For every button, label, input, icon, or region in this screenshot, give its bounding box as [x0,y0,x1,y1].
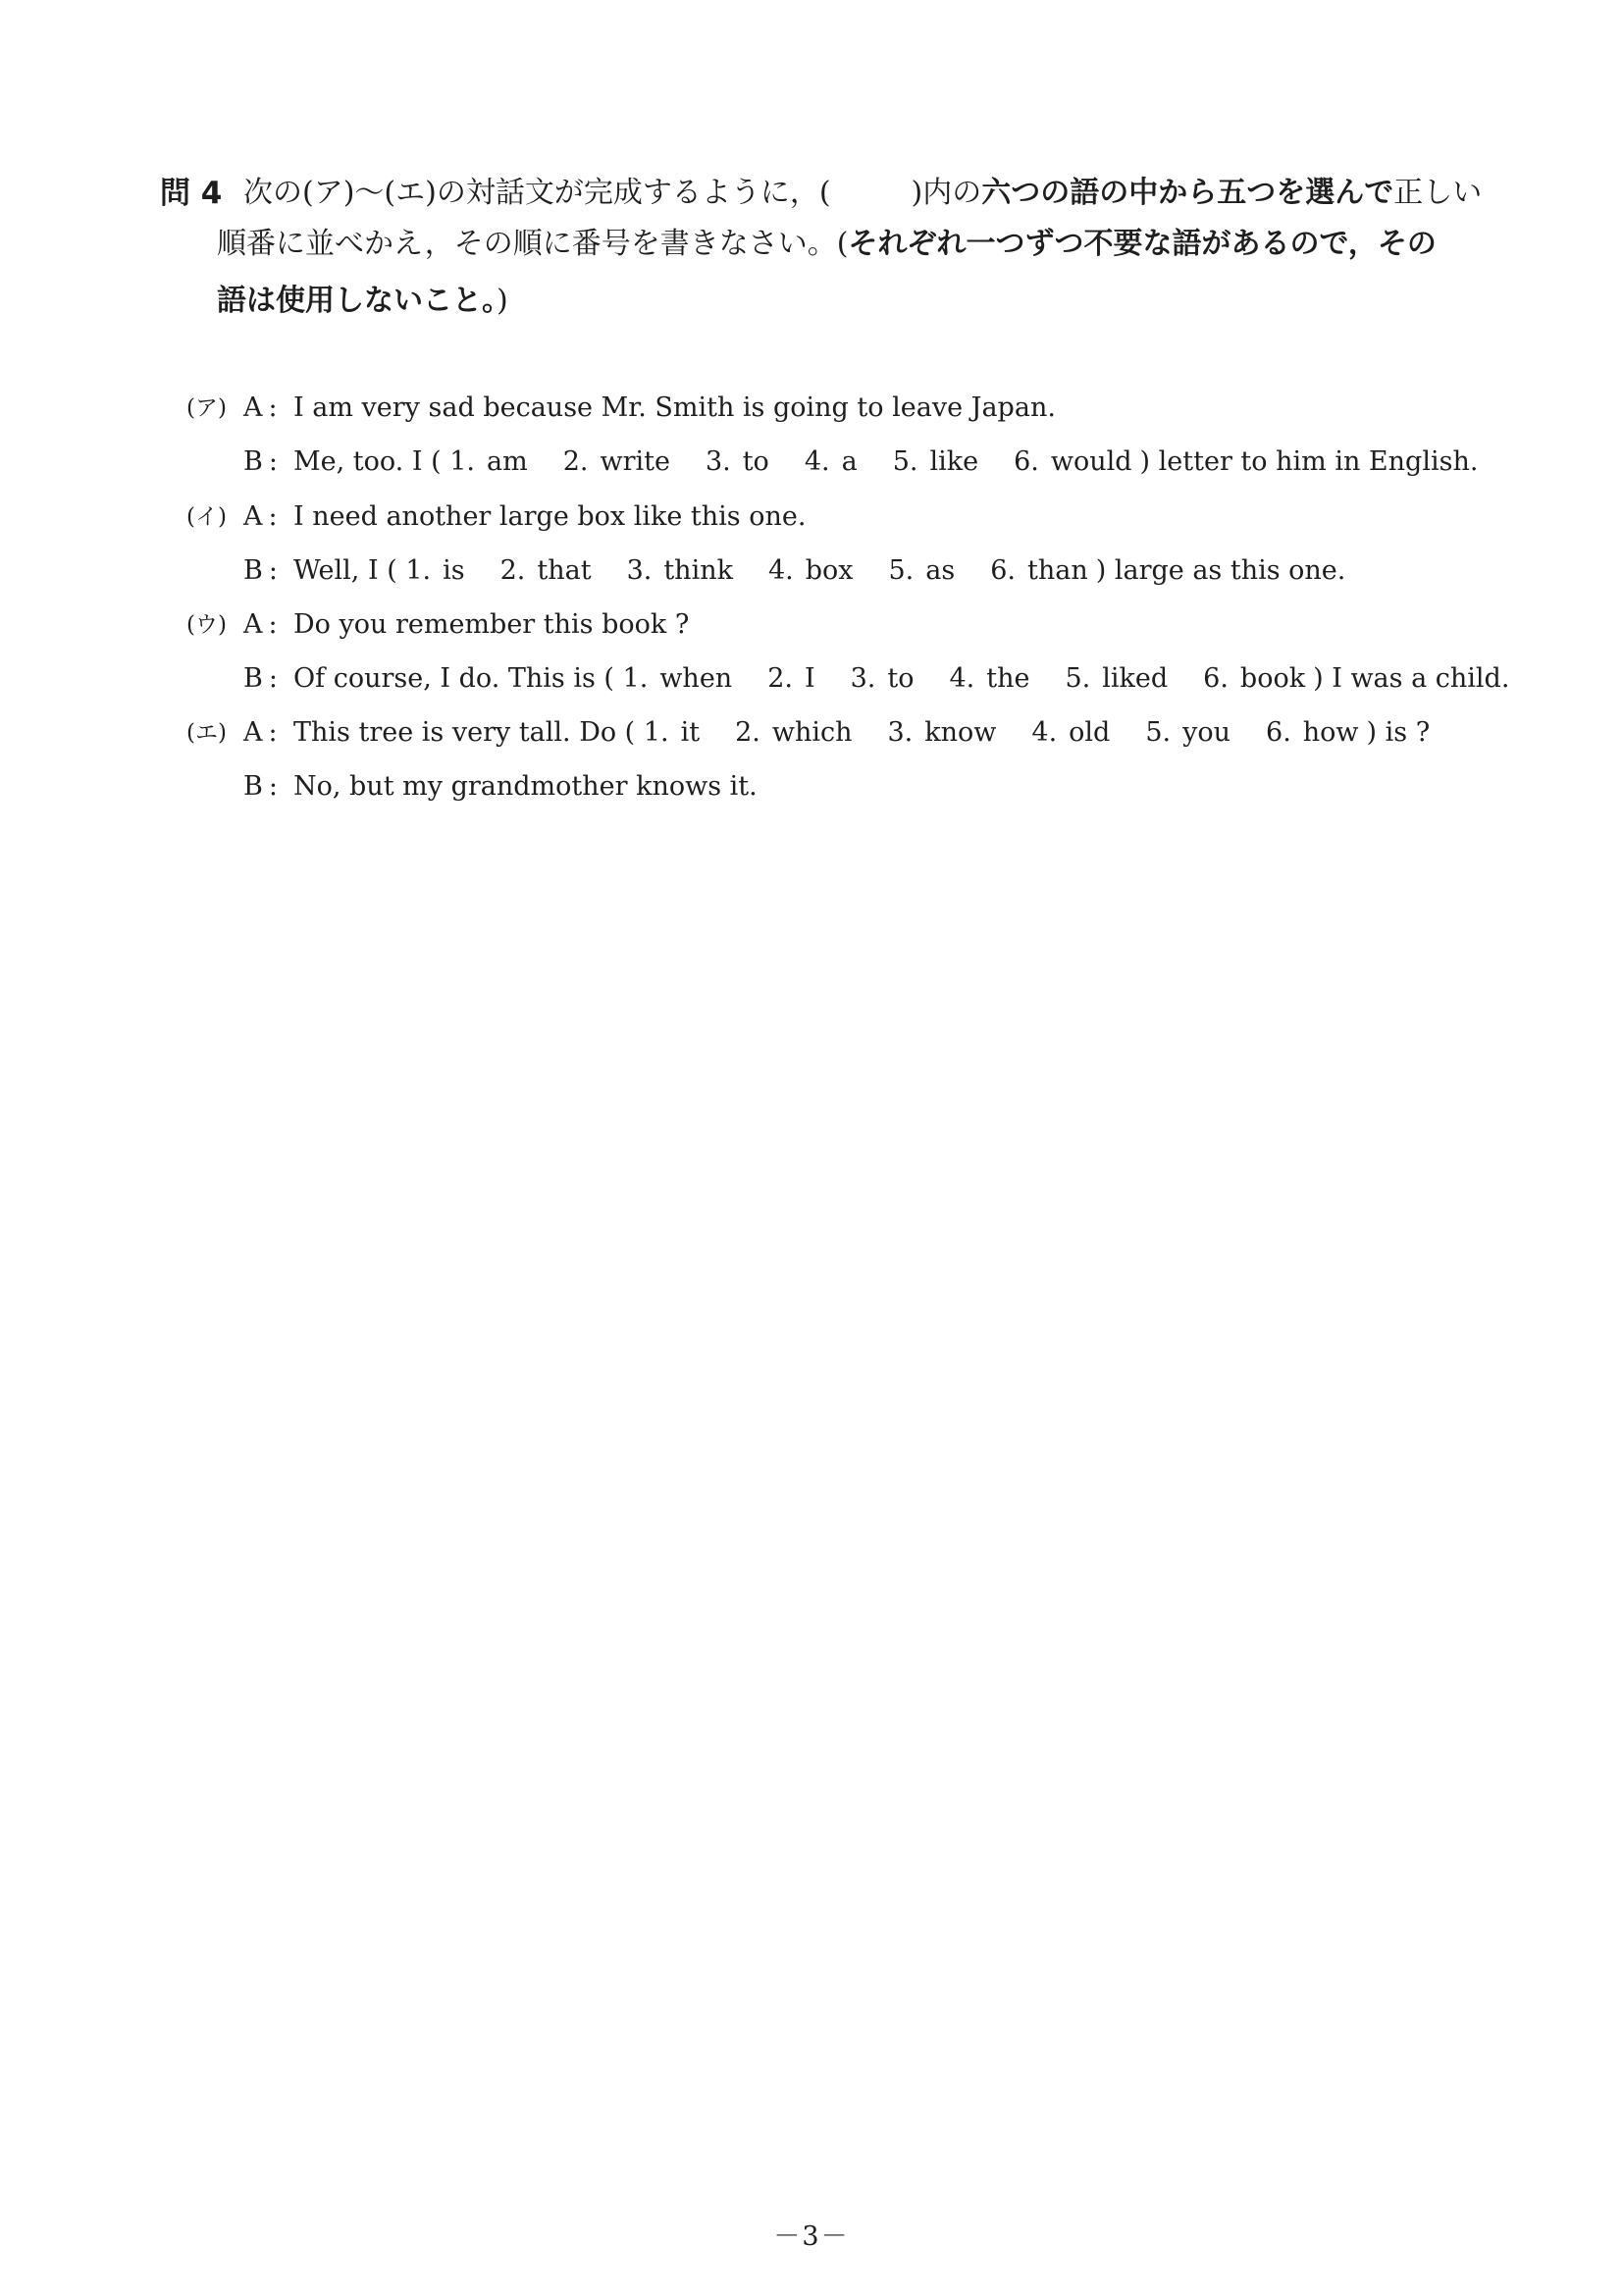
dialogue-line-a [243,497,806,537]
option-word: the [986,663,1030,694]
instruction-text: )内の [911,176,982,210]
option-word: think [663,555,733,586]
option-number: 2. [499,555,526,586]
word-option [449,446,527,477]
word-option [563,446,670,477]
option-word: to [887,663,915,694]
option-word: know [924,717,997,748]
option-word: which [771,717,853,748]
speaker-label: B : [243,555,278,586]
option-number: 5. [1065,663,1091,694]
dialogue-prefix: Of course, I do. This is ( [293,663,614,694]
option-number: 1. [622,663,649,694]
speaker-letter: B [243,555,263,586]
speaker-letter: B [243,663,263,694]
speaker-letter: B [243,446,263,477]
option-number: 2. [562,446,589,477]
instruction-emphasis: 六つの語の中から五つを選んで [981,176,1394,210]
speaker-label: B : [243,446,278,477]
dialogue-text: I need another large box like this one. [293,501,807,532]
speaker-letter: A [243,501,263,532]
word-option [851,663,915,694]
dialogue-prefix: Well, I ( [293,555,397,586]
option-word: I [804,663,815,694]
question-number: 問 4 [160,176,223,211]
option-number: 1. [449,446,475,477]
word-option [1203,663,1305,694]
option-number: 5. [888,555,915,586]
dialogue-line-b [243,659,1509,699]
option-number: 5. [892,446,918,477]
option-word: it [680,717,701,748]
dialogue-line-a [243,713,1430,753]
word-option [644,717,700,748]
speaker-label: A : [243,392,278,423]
dialogue-prefix: This tree is very tall. Do ( [293,717,636,748]
speaker-label: A : [243,717,278,748]
word-option [1014,446,1131,477]
item-label: (イ) [186,504,227,530]
word-option [706,446,769,477]
word-option [623,663,733,694]
option-word: box [805,555,854,586]
word-option [1065,663,1168,694]
item-label: (エ) [186,720,227,746]
option-word: would [1050,446,1132,477]
item-label: (ウ) [186,612,227,638]
instruction-text: ) [497,284,508,318]
option-number: 4. [767,555,794,586]
word-option [888,717,997,748]
instruction-emphasis: それぞれ一つずつ不要な語があるので，その [848,227,1437,261]
speaker-label: B : [243,663,278,694]
instruction-line-3 [217,275,508,328]
instruction-text: 正しい [1393,176,1483,210]
word-option [735,717,852,748]
option-word: a [841,446,858,477]
option-word: you [1182,717,1231,748]
dialogue-suffix: ) large as this one. [1095,555,1346,586]
dialogue-suffix: ) I was a child. [1313,663,1510,694]
option-number: 5. [1145,717,1172,748]
option-number: 4. [949,663,975,694]
option-number: 6. [1266,717,1291,748]
dialogue-line-b [243,443,1478,482]
option-number: 3. [887,717,914,748]
option-number: 4. [804,446,830,477]
speaker-letter: A [243,392,263,423]
word-option [405,555,464,586]
dialogue-line-b [243,767,758,807]
option-number: 3. [850,663,876,694]
option-number: 1. [643,717,669,748]
option-number: 1. [405,555,432,586]
word-option [500,555,592,586]
option-word: write [600,446,670,477]
speaker-label: A : [243,501,278,532]
option-number: 2. [767,663,793,694]
word-option [805,446,858,477]
dialogue-line-a [243,605,689,645]
option-word: like [929,446,979,477]
word-option [768,555,854,586]
option-word: book [1239,663,1306,694]
option-word: old [1069,717,1111,748]
dialogue-prefix: Me, too. I ( [293,446,442,477]
option-word: that [537,555,592,586]
dialogue-suffix: ) letter to him in English. [1139,446,1479,477]
word-option [990,555,1088,586]
option-number: 6. [1014,446,1039,477]
instruction-text: 順番に並べかえ，その順に番号を書きなさい。( [217,227,849,261]
option-number: 2. [735,717,760,748]
option-word: liked [1102,663,1169,694]
speaker-label: A : [243,609,278,640]
word-option [1031,717,1110,748]
page-number: －3－ [773,2221,850,2252]
option-word: how [1302,717,1359,748]
word-option [889,555,956,586]
speaker-label: B : [243,771,278,802]
word-option [767,663,814,694]
option-word: am [486,446,528,477]
speaker-letter: A [243,717,263,748]
option-number: 4. [1031,717,1058,748]
option-number: 6. [990,555,1016,586]
dialogue-text: No, but my grandmother knows it. [293,771,758,802]
dialogue-text: Do you remember this book ? [293,609,690,640]
option-word: when [659,663,733,694]
word-option [950,663,1030,694]
option-word: is [443,555,465,586]
option-word: to [742,446,769,477]
word-option [627,555,733,586]
dialogue-suffix: ) is ? [1366,717,1431,748]
dialogue-line-a [243,389,1056,428]
word-option [893,446,978,477]
word-option [1266,717,1359,748]
option-number: 6. [1203,663,1229,694]
speaker-letter: B [243,771,263,802]
dialogue-line-b [243,551,1345,591]
instruction-line-2 [217,218,1437,271]
instruction-text: 次の(ア)～(エ)の対話文が完成するように，( [243,176,831,210]
option-word: than [1026,555,1088,586]
item-label: (ア) [186,395,227,421]
instruction-emphasis: 語は使用しないこと。 [217,284,497,318]
dialogue-text: I am very sad because Mr. Smith is going to leave Japan. [293,392,1056,423]
speaker-letter: A [243,609,263,640]
option-number: 3. [626,555,653,586]
instruction-line-1 [243,167,1482,220]
word-option [1145,717,1230,748]
option-number: 3. [705,446,731,477]
option-word: as [925,555,956,586]
